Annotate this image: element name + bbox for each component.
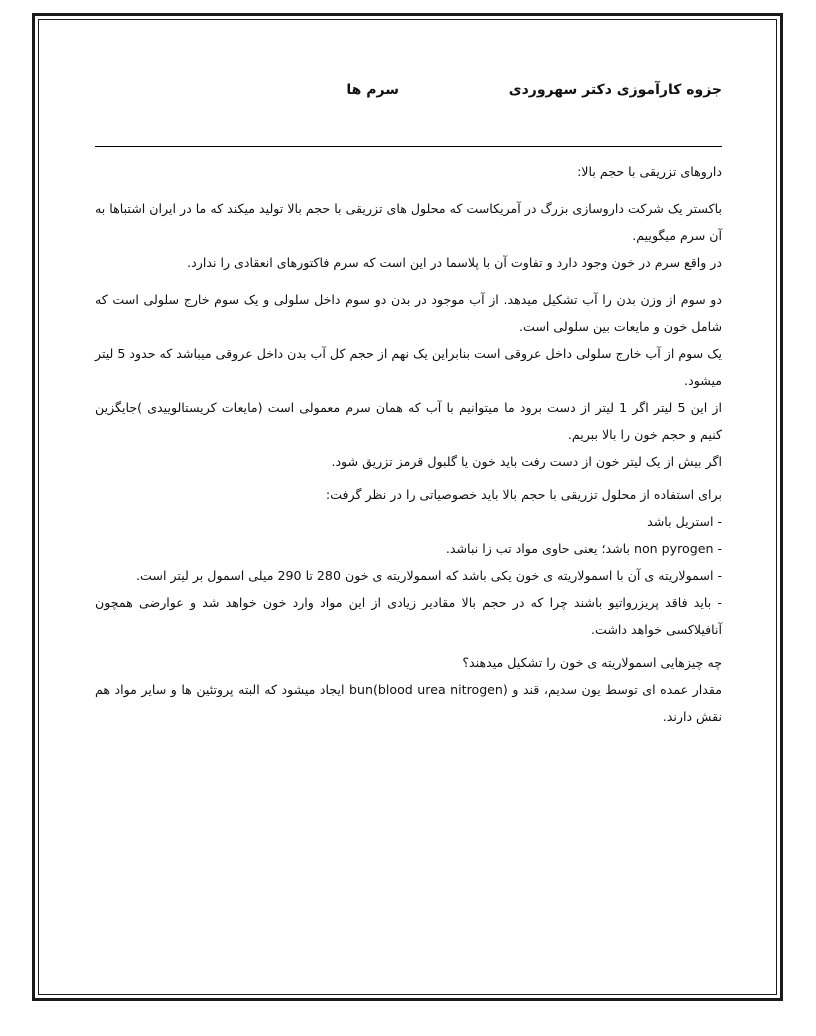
paragraph-blood-loss: از این 5 لیتر اگر 1 لیتر از دست برود ما میتوانیم با آب که همان سرم معمولی است (مایعات کریستالوییدی )جایگزین کنیم و حجم خون را بالا ببریم. [95,400,722,442]
section-heading-injectables: داروهای تزریقی با حجم بالا: [577,164,722,179]
document-topic: سرم ها [346,82,399,98]
paragraph-properties-intro: برای استفاده از محلول تزریقی با حجم بالا باید خصوصیاتی را در نظر گرفت: [325,487,722,502]
document-title: جزوه کارآموزی دکتر سهروردی [508,82,722,98]
header-row [95,70,722,110]
bullet-non-pyrogen: - non pyrogen باشد؛ یعنی حاوی مواد تب زا نباشد. [445,541,722,556]
bullet-osmolarity: - اسمولاریته ی آن با اسمولاریته ی خون یکی باشد که اسمولاریته ی خون 280 تا 290 میلی اسمول بر لیتر است. [136,568,722,583]
paragraph-serum-definition: در واقع سرم در خون وجود دارد و تفاوت آن با پلاسما در این است که سرم فاکتورهای انعقادی را ندارد. [187,255,722,270]
question-osmolarity: چه چیزهایی اسمولاریته ی خون را تشکیل میدهند؟ [462,655,722,670]
answer-osmolarity: مقدار عمده ای توسط یون سدیم، قند و bun(blood urea nitrogen) ایجاد میشود که البته پروتئین ها و سایر مواد هم نقش دارند. [95,682,722,724]
header-divider [95,146,722,147]
document-body [95,158,722,730]
bullet-sterile: - استریل باشد [647,514,722,529]
paragraph-extracellular: یک سوم از آب خارج سلولی داخل عروقی است بنابراین یک نهم از حجم کل آب بدن داخل عروقی میباشد که حدود 5 لیتر میشود. [95,346,722,388]
bullet-preservative: - باید فاقد پریزرواتیو باشند چرا که در حجم بالا مقادیر زیادی از این مواد وارد خون خواهد شد و عوارضی همچون آنافیلاکسی خواهد داشت. [95,595,722,637]
paragraph-body-water: دو سوم از وزن بدن را آب تشکیل میدهد. از آب موجود در بدن دو سوم داخل سلولی و یک سوم خارج سلولی است که شامل خون و مایعات بین سلولی است. [95,292,722,334]
paragraph-baxter: باکستر یک شرکت داروسازی بزرگ در آمریکاست که محلول های تزریقی با حجم بالا تولید میکند که ما در ایران اشتباها به آن سرم میگوییم. [95,201,722,243]
document-header [95,70,722,110]
paragraph-transfusion: اگر بیش از یک لیتر خون از دست رفت باید خون یا گلبول قرمز تزریق شود. [331,454,722,469]
